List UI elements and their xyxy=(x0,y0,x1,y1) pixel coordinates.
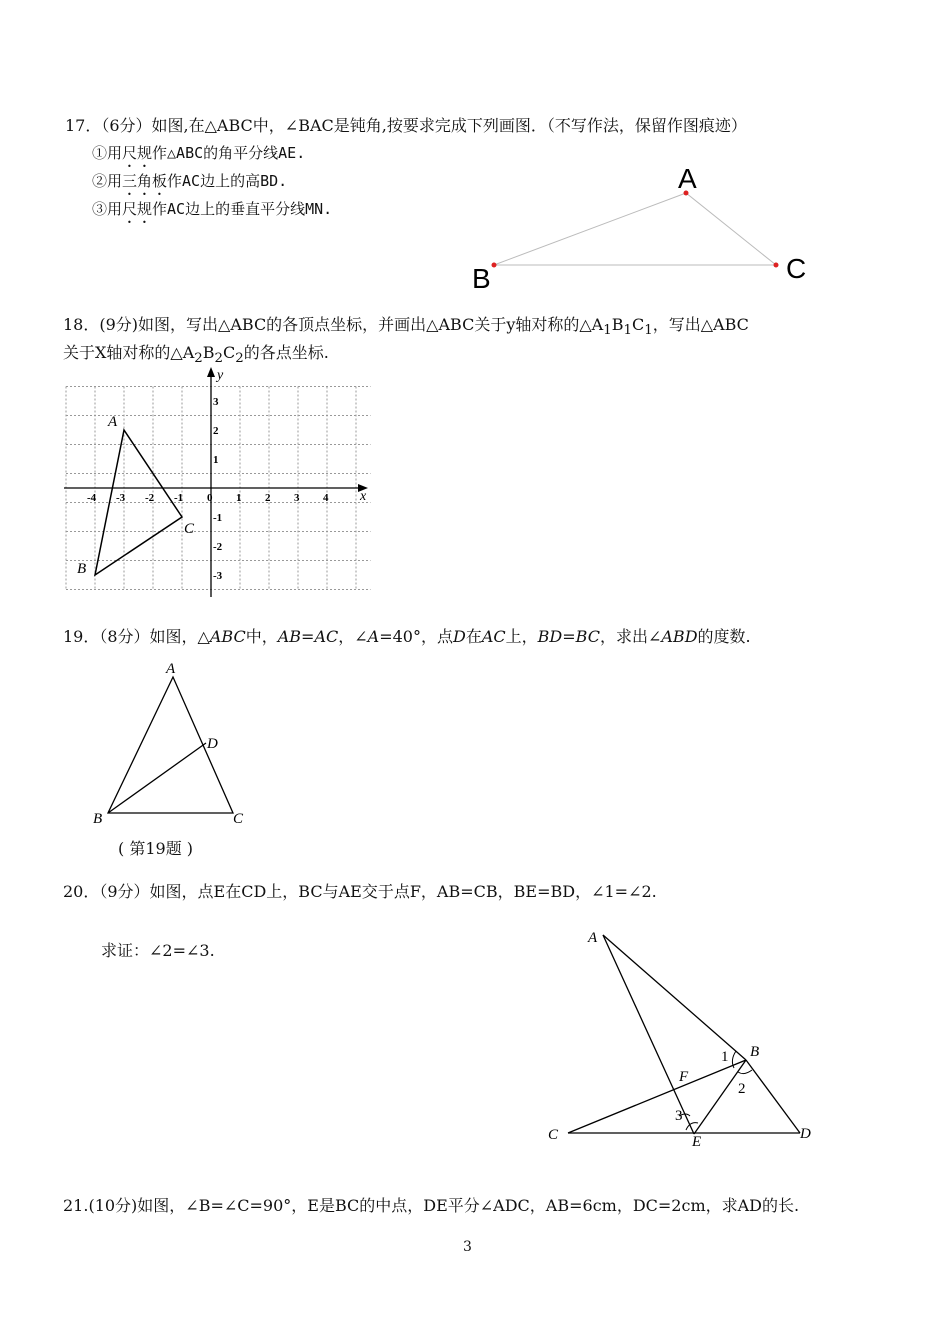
x-tick-label: -2 xyxy=(145,492,155,504)
q20-label-f: F xyxy=(679,1069,689,1085)
y-tick-label: 1 xyxy=(213,454,219,466)
q18-label-c: C xyxy=(184,521,195,537)
q19-label-c: C xyxy=(233,811,244,827)
q17-label-a: A xyxy=(678,163,697,194)
q20-angle-1: 1 xyxy=(721,1049,729,1065)
q19-triangle-figure xyxy=(85,655,265,830)
q17-step-2: ②用三角板作AC边上的高BD. xyxy=(92,172,288,190)
y-tick-label: -3 xyxy=(213,570,223,582)
x-tick-label: 3 xyxy=(294,492,300,504)
q17-label-b: B xyxy=(472,263,491,294)
q19-label-b: B xyxy=(93,811,103,827)
y-tick-label: 3 xyxy=(213,396,219,408)
q20-label-b: B xyxy=(750,1044,760,1060)
q18-line-1: 18．(9分)如图，写出△ABC的各顶点坐标，并画出△ABC关于y轴对称的$\triangle A_1B_1C_1$，写出△ABC xyxy=(63,315,749,339)
q20-label-c: C xyxy=(548,1127,559,1143)
q19-caption: ( 第19题 ) xyxy=(118,839,194,858)
q17-step-3: ③用尺规作AC边上的垂直平分线MN. xyxy=(92,200,333,218)
x-tick-label: -1 xyxy=(174,492,184,504)
q18-y-axis-label: y xyxy=(217,368,224,383)
x-tick-label: -3 xyxy=(116,492,126,504)
q20-label-d: D xyxy=(800,1126,811,1142)
x-tick-label: 0 xyxy=(207,492,213,504)
y-tick-label: 2 xyxy=(213,425,219,437)
x-tick-label: 1 xyxy=(236,492,242,504)
x-tick-label: 4 xyxy=(323,492,329,504)
q20-angle-3: 3 xyxy=(675,1108,683,1124)
q20-figure xyxy=(540,920,830,1150)
q17-triangle-figure xyxy=(460,160,820,300)
y-tick-label: -1 xyxy=(213,512,223,524)
q20-label-e: E xyxy=(692,1134,702,1150)
page-number: 3 xyxy=(463,1239,472,1255)
q19-heading: 19．（8分）如图，△ABC中，AB=AC，∠A=40°，点D在AC上，BD=BC，求出∠ABD的度数. xyxy=(63,627,751,646)
q20-heading: 20．（9分）如图，点E在CD上，BC与AE交于点F，AB=CB，BE=BD，∠1=∠2. xyxy=(63,882,657,901)
q18-line-2: 关于X轴对称的$\triangle A_2B_2C_2$的各点坐标. xyxy=(63,343,329,367)
q20-angle-2: 2 xyxy=(738,1081,746,1097)
q19-label-d: D xyxy=(207,736,218,752)
q20-prove: 求证：∠2=∠3. xyxy=(101,941,215,960)
q19-label-a: A xyxy=(166,661,176,677)
q17-label-c: C xyxy=(786,253,807,284)
q18-label-a: A xyxy=(108,414,118,430)
y-tick-label: -2 xyxy=(213,541,223,553)
q18-x-axis-label: x xyxy=(360,489,367,504)
q18-coordinate-grid xyxy=(60,365,380,600)
q17-heading: 17．（6分）如图,在△ABC中，∠BAC是钝角,按要求完成下列画图．（不写作法，保留作图痕迹） xyxy=(65,116,747,135)
q17-step-1: ①用尺规作△ABC的角平分线AE. xyxy=(92,144,306,162)
x-tick-label: -4 xyxy=(87,492,97,504)
q21-heading: 21.(10分)如图，∠B=∠C=90°，E是BC的中点，DE平分∠ADC，AB=6cm，DC=2cm，求AD的长. xyxy=(63,1196,800,1215)
x-tick-label: 2 xyxy=(265,492,271,504)
q18-label-b: B xyxy=(77,561,87,577)
q20-label-a: A xyxy=(588,930,598,946)
